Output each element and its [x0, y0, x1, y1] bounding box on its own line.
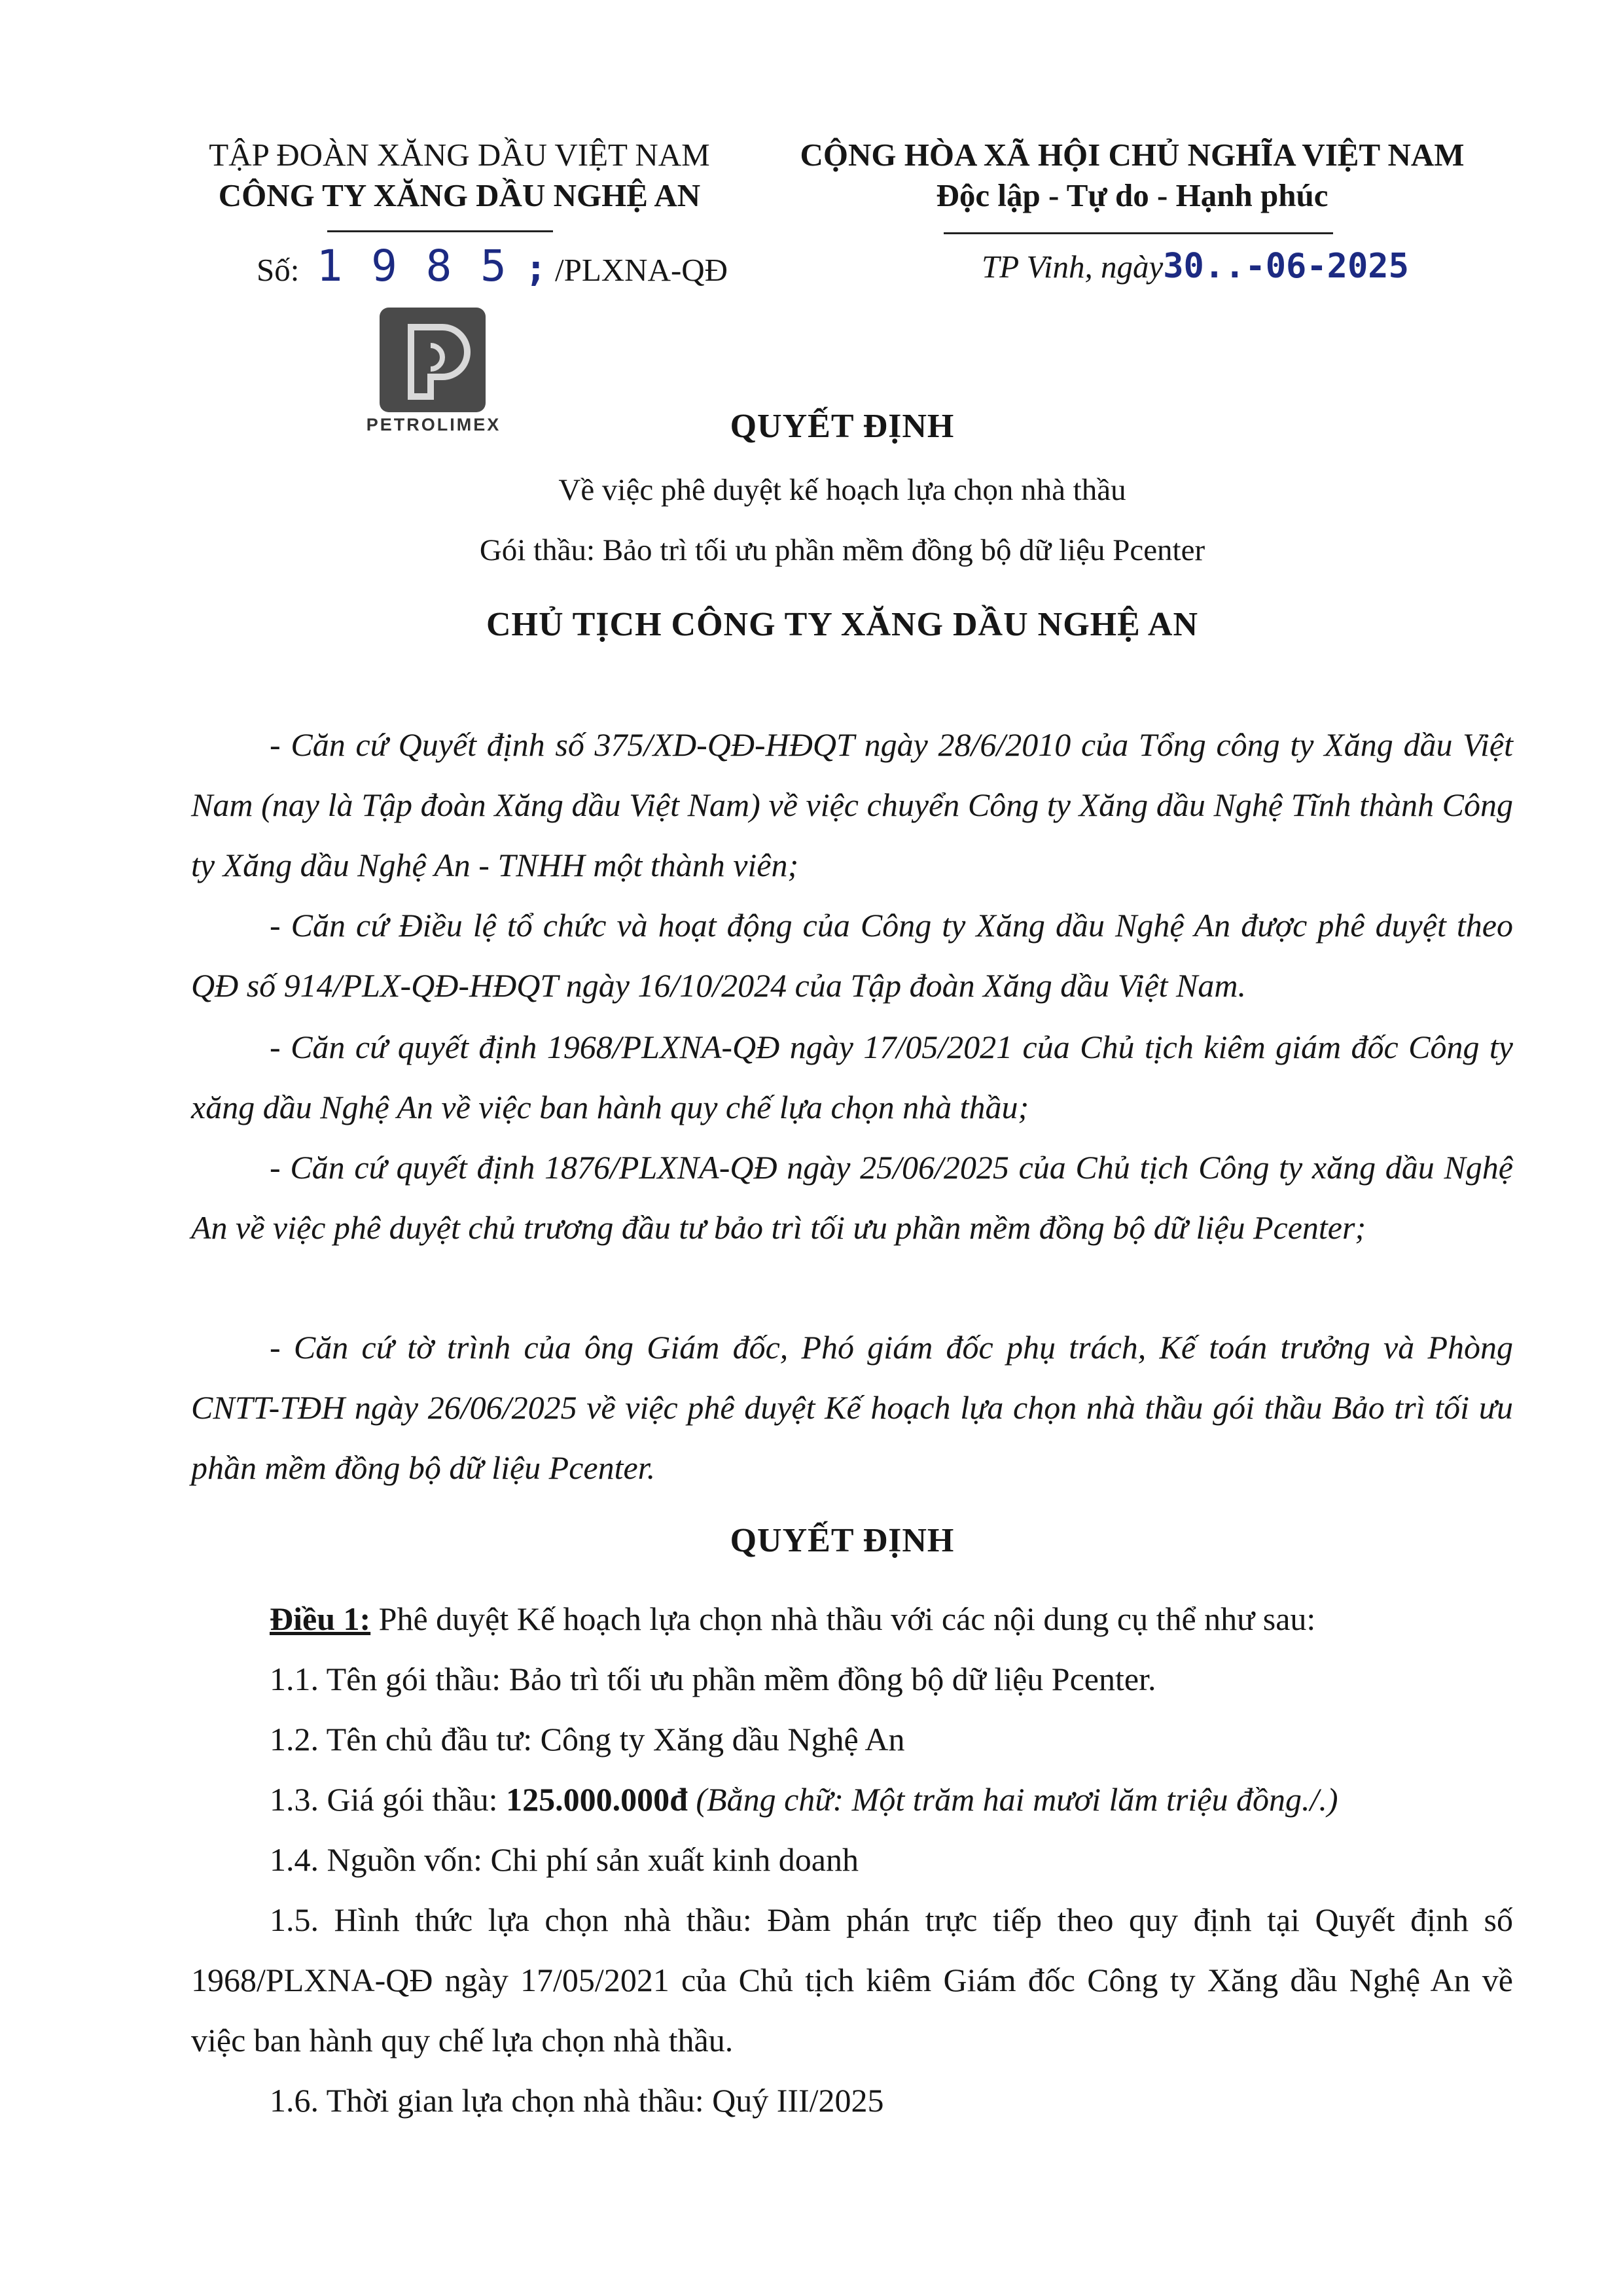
- document-number: [257, 243, 728, 293]
- legal-basis-4: - Căn cứ quyết định 1876/PLXNA-QĐ ngày 25/06/2025 của Chủ tịch Công ty xăng dầu Nghệ An về việc phê duyệt chủ trương đầu tư bảo trì tối ưu phần mềm đồng bộ dữ liệu Pcenter;: [191, 1149, 1513, 1246]
- logo-text: PETROLIMEX: [366, 415, 501, 434]
- document-date: [982, 243, 1409, 290]
- petrolimex-logo-icon: [380, 308, 486, 412]
- decision-subject: Về việc phê duyệt kế hoạch lựa chọn nhà thầu: [558, 473, 1126, 507]
- package-price: 125.000.000đ: [506, 1781, 688, 1818]
- article-1-item-1: 1.1. Tên gói thầu: Bảo trì tối ưu phần mềm đồng bộ dữ liệu Pcenter.: [270, 1661, 1156, 1697]
- legal-basis-3: - Căn cứ quyết định 1968/PLXNA-QĐ ngày 17/05/2021 của Chủ tịch kiêm giám đốc Công ty xăng dầu Nghệ An về việc ban hành quy chế lựa chọn nhà thầu;: [191, 1029, 1513, 1125]
- document-number-stamp: 1 9 8 5: [316, 241, 508, 291]
- decision-heading: QUYẾT ĐỊNH: [730, 1522, 955, 1559]
- company-name: CÔNG TY XĂNG DẦU NGHỆ AN: [218, 177, 701, 213]
- article-1-item-3: [191, 1769, 1513, 1829]
- article-1-item-6: 1.6. Thời gian lựa chọn nhà thầu: Quý III/2025: [270, 2082, 884, 2119]
- decision-title: QUYẾT ĐỊNH: [730, 408, 955, 445]
- header-left-underline: [327, 230, 553, 232]
- document-number-suffix: /PLXNA-QĐ: [555, 252, 728, 288]
- legal-basis-5: - Căn cứ tờ trình của ông Giám đốc, Phó giám đốc phụ trách, Kế toán trưởng và Phòng CNTT-TĐH ngày 26/06/2025 về việc phê duyệt Kế hoạch lựa chọn nhà thầu gói thầu Bảo trì tối ưu phần mềm đồng bộ dữ liệu Pcenter.: [191, 1329, 1513, 1486]
- article-1-item-5: 1.5. Hình thức lựa chọn nhà thầu: Đàm phán trực tiếp theo quy định tại Quyết định số 1968/PLXNA-QĐ ngày 17/05/2021 của Chủ tịch kiêm Giám đốc Công ty Xăng dầu Nghệ An về việc ban hành quy chế lựa chọn nhà thầu.: [191, 1901, 1513, 2058]
- header-right: [762, 135, 1502, 216]
- national-title: CỘNG HÒA XÃ HỘI CHỦ NGHĨA VIỆT NAM: [800, 137, 1465, 173]
- article-1-label: Điều 1:: [270, 1600, 371, 1637]
- package-name: Gói thầu: Bảo trì tối ưu phần mềm đồng bộ dữ liệu Pcenter: [479, 533, 1205, 567]
- legal-basis-2: - Căn cứ Điều lệ tổ chức và hoạt động của Công ty Xăng dầu Nghệ An được phê duyệt theo QĐ số 914/PLX-QĐ-HĐQT ngày 16/10/2024 của Tập đoàn Xăng dầu Việt Nam.: [191, 907, 1513, 1004]
- header-left: [171, 135, 747, 216]
- article-1-item-2: 1.2. Tên chủ đầu tư: Công ty Xăng dầu Nghệ An: [270, 1721, 905, 1757]
- legal-basis-1: - Căn cứ Quyết định số 375/XD-QĐ-HĐQT ngày 28/6/2010 của Tổng công ty Xăng dầu Việt Nam (nay là Tập đoàn Xăng dầu Việt Nam) về việc chuyển Công ty Xăng dầu Nghệ Tĩnh thành Công ty Xăng dầu Nghệ An - TNHH một thành viên;: [191, 726, 1513, 883]
- package-price-label: 1.3. Giá gói thầu:: [270, 1781, 507, 1818]
- header-right-underline: [944, 232, 1333, 234]
- document-number-mark: ;: [525, 247, 547, 290]
- date-stamp: 30..-06-2025: [1163, 247, 1409, 286]
- national-motto: Độc lập - Tự do - Hạnh phúc: [936, 177, 1329, 213]
- date-place: TP Vinh, ngày: [982, 249, 1164, 285]
- document-number-prefix: Số:: [257, 252, 300, 288]
- parent-organization: TẬP ĐOÀN XĂNG DẦU VIỆT NAM: [209, 137, 710, 173]
- issuing-authority: CHỦ TỊCH CÔNG TY XĂNG DẦU NGHỆ AN: [486, 606, 1199, 643]
- article-1-item-4: 1.4. Nguồn vốn: Chi phí sản xuất kinh doanh: [270, 1841, 859, 1878]
- package-price-words: (Bằng chữ: Một trăm hai mươi lăm triệu đồng./.): [687, 1781, 1338, 1818]
- article-1-intro: [191, 1589, 1513, 1649]
- article-1-text: Phê duyệt Kế hoạch lựa chọn nhà thầu với các nội dung cụ thể như sau:: [370, 1600, 1316, 1637]
